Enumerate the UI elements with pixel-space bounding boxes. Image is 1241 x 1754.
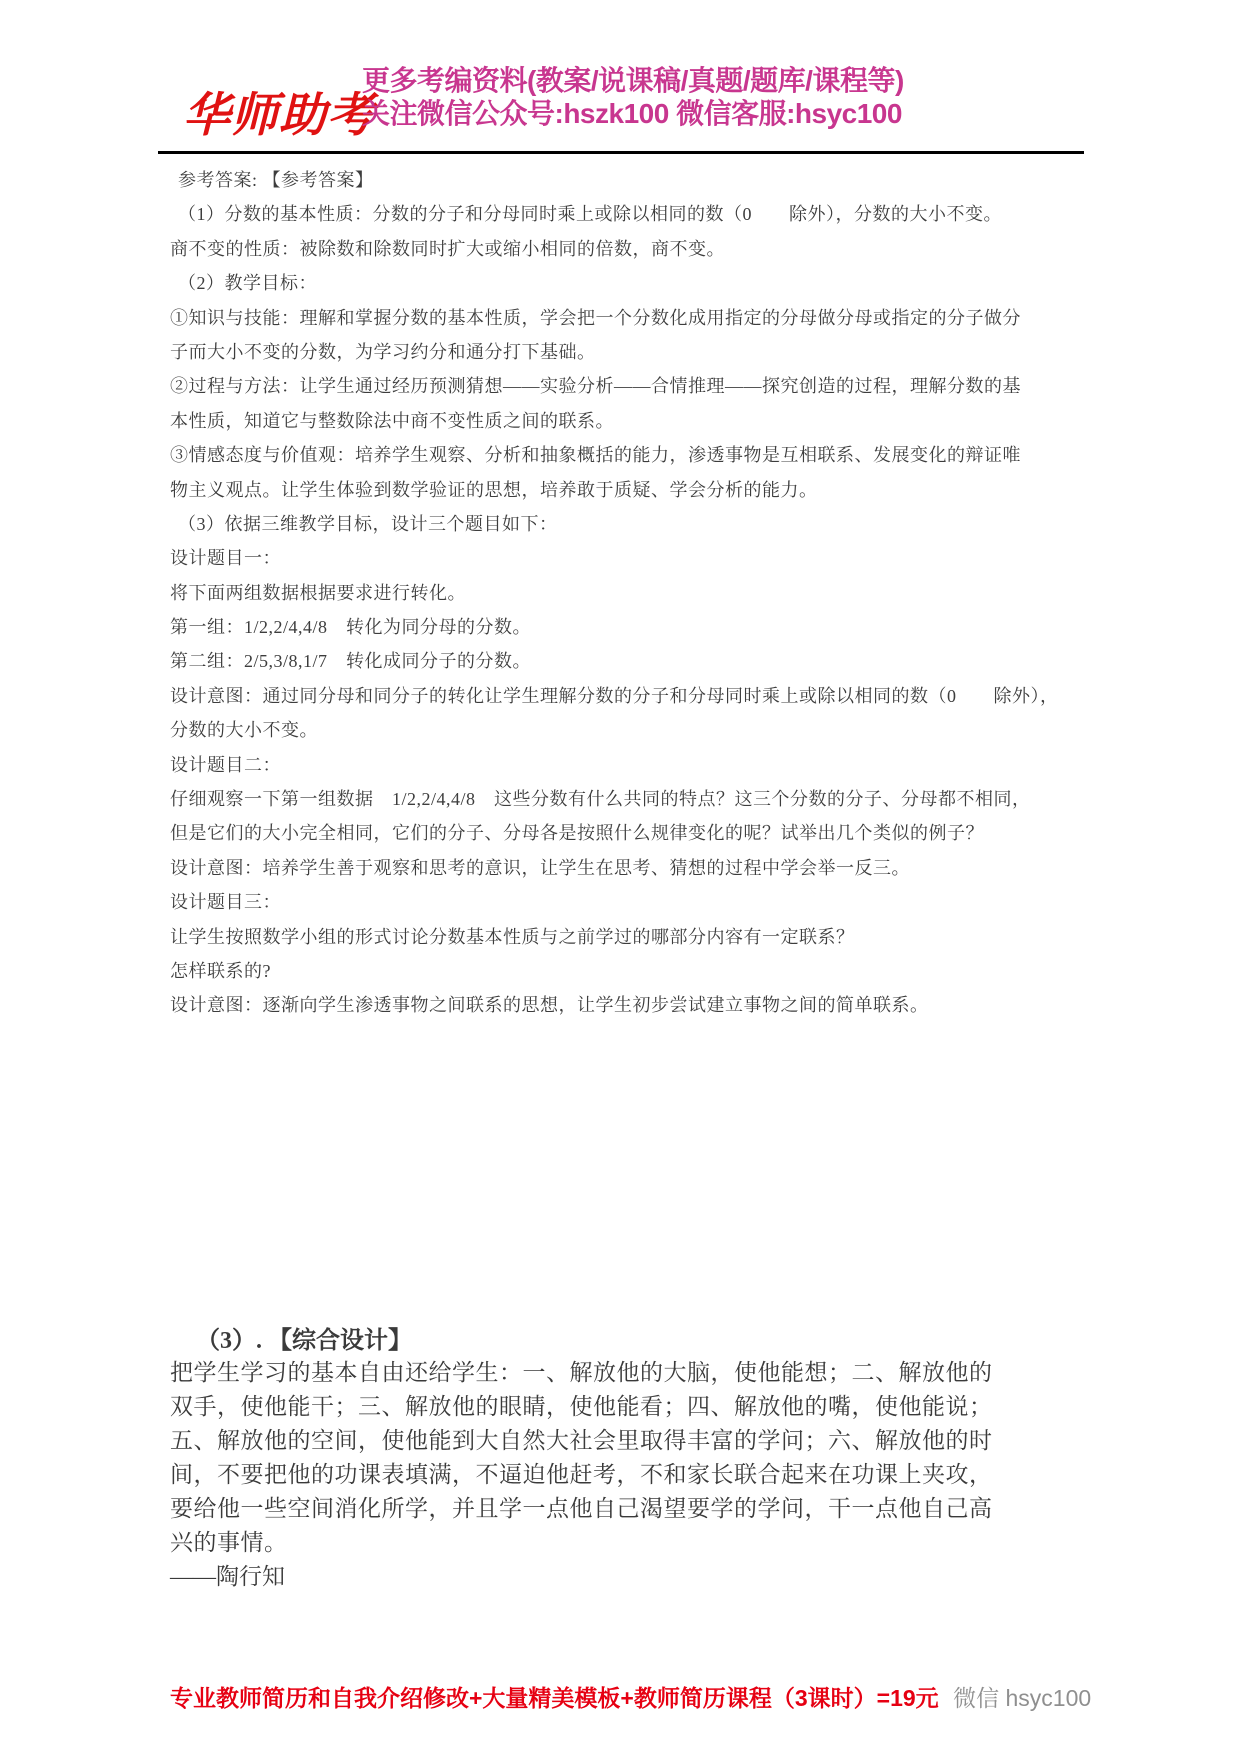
- header-promo: [362, 64, 904, 130]
- body-line: 子而大小不变的分数，为学习约分和通分打下基础。: [170, 341, 596, 362]
- body-line: （1）分数的基本性质：分数的分子和分母同时乘上或除以相同的数（0 除外），分数的大小不变。: [178, 204, 1002, 225]
- body-line: 分数的大小不变。: [170, 720, 318, 741]
- section-line: 间，不要把他的功课表填满，不逼迫他赶考，不和家长联合起来在功课上夹攻，: [170, 1462, 993, 1487]
- body-line: （2）教学目标：: [178, 273, 317, 294]
- body-line: ①知识与技能：理解和掌握分数的基本性质，学会把一个分数化成用指定的分母做分母或指定的分子做分: [170, 307, 1021, 328]
- body-line: 设计题目三：: [170, 892, 281, 913]
- section-paragraph: [170, 1356, 1110, 1560]
- body-line: 设计题目二：: [170, 754, 281, 775]
- section-line: 兴的事情。: [170, 1530, 288, 1555]
- section-line: 要给他一些空间消化所学，并且学一点他自己渴望要学的学问，干一点他自己高: [170, 1496, 993, 1521]
- body-line: ②过程与方法：让学生通过经历预测猜想——实验分析——合情推理——探究创造的过程，理解分数的基: [170, 376, 1021, 397]
- body-line: 本性质，知道它与整数除法中商不变性质之间的联系。: [170, 410, 614, 431]
- body-line: 怎样联系的?: [170, 960, 271, 981]
- footer: [170, 1680, 1091, 1713]
- section-line: 把学生学习的基本自由还给学生：一、解放他的大脑，使他能想；二、解放他的: [170, 1360, 993, 1385]
- body-line: 物主义观点。让学生体验到数学验证的思想，培养敢于质疑、学会分析的能力。: [170, 479, 818, 500]
- section-line: 双手，使他能干；三、解放他的眼睛，使他能看；四、解放他的嘴，使他能说；: [170, 1394, 993, 1419]
- section-heading: （3）. 【综合设计】: [196, 1328, 412, 1354]
- section-comprehensive-design: [170, 1326, 1110, 1594]
- body-line: ③情感态度与价值观：培养学生观察、分析和抽象概括的能力，渗透事物是互相联系、发展变化的辩证唯: [170, 445, 1021, 466]
- body-line: 参考答案: 【参考答案】: [178, 170, 374, 190]
- body-line: 仔细观察一下第一组数据 1/2,2/4,4/8 这些分数有什么共同的特点？这三个分数的分子、分母都不相同，: [170, 789, 1031, 810]
- body-line: 商不变的性质：被除数和除数同时扩大或缩小相同的倍数，商不变。: [170, 238, 725, 259]
- body-line: 让学生按照数学小组的形式讨论分数基本性质与之前学过的哪部分内容有一定联系？: [170, 926, 855, 947]
- brand-logo: 华师助考: [183, 88, 375, 141]
- body-line: 设计题目一：: [170, 548, 281, 569]
- body-line: 设计意图：通过同分母和同分子的转化让学生理解分数的分子和分母同时乘上或除以相同的数（0 除外），: [170, 685, 1059, 706]
- header-divider: [158, 151, 1084, 154]
- body-line: 第二组：2/5,3/8,1/7 转化成同分子的分数。: [170, 651, 532, 672]
- quote-attribution: ——陶行知: [170, 1564, 285, 1589]
- body-line: 设计意图：逐渐向学生渗透事物之间联系的思想，让学生初步尝试建立事物之间的简单联系。: [170, 995, 929, 1016]
- body-line: 将下面两组数据根据要求进行转化。: [170, 582, 466, 603]
- section-line: 五、解放他的空间，使他能到大自然大社会里取得丰富的学问；六、解放他的时: [170, 1428, 993, 1453]
- header-promo-line2: 关注微信公众号:hszk100 微信客服:hsyc100: [362, 98, 902, 129]
- body-line: 设计意图：培养学生善于观察和思考的意识，让学生在思考、猜想的过程中学会举一反三。: [170, 857, 910, 878]
- body-line: 但是它们的大小完全相同，它们的分子、分母各是按照什么规律变化的呢？试举出几个类似的例子？: [170, 823, 984, 844]
- body-line: （3）依据三维教学目标，设计三个题目如下：: [178, 513, 558, 534]
- body-line: 第一组：1/2,2/4,4/8 转化为同分母的分数。: [170, 617, 532, 638]
- footer-promo: 专业教师简历和自我介绍修改+大量精美模板+教师简历课程（3课时）=19元: [170, 1685, 939, 1711]
- footer-wechat-contact: 微信 hsyc100: [953, 1685, 1092, 1711]
- header-promo-line1: 更多考编资料(教案/说课稿/真题/题库/课程等): [362, 65, 904, 96]
- answer-body: [170, 163, 1100, 1023]
